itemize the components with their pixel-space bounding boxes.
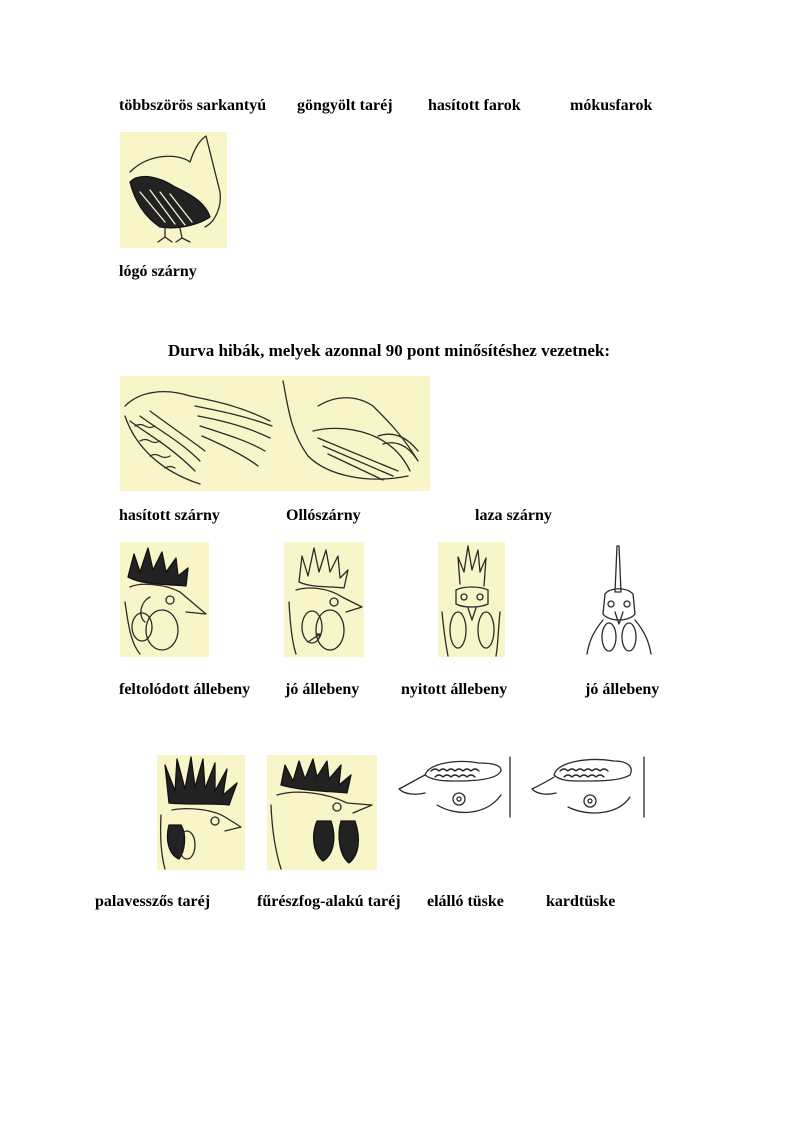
label-split-tail: hasított farok bbox=[428, 97, 521, 114]
label-protruding-spike: elálló tüske bbox=[427, 893, 504, 910]
label-sawtooth-comb: fűrészfog-alakú taréj bbox=[257, 893, 401, 910]
pushed-wattle-rooster-icon bbox=[120, 542, 209, 657]
label-drooping-wing: lógó szárny bbox=[119, 263, 197, 280]
split-wing-chicken-icon bbox=[120, 376, 278, 491]
label-loose-wing: laza szárny bbox=[475, 507, 552, 524]
label-open-wattle: nyitott állebeny bbox=[401, 681, 508, 698]
good-wattle-rooster-front-icon bbox=[585, 542, 653, 657]
drooping-wing-chicken-icon bbox=[120, 132, 227, 248]
sword-spike-comb-icon bbox=[530, 755, 646, 820]
label-good-wattle-2: jó állebeny bbox=[585, 681, 660, 698]
slate-comb-illustration bbox=[157, 755, 245, 870]
protruding-spike-comb-icon bbox=[397, 755, 513, 820]
open-wattle-rooster-icon bbox=[438, 542, 505, 657]
drooping-wing-illustration bbox=[120, 132, 227, 248]
pushed-wattle-illustration bbox=[120, 542, 209, 657]
label-slate-comb: palavesszős taréj bbox=[95, 893, 211, 910]
label-squirrel-tail: mókusfarok bbox=[570, 97, 653, 114]
label-pushed-wattle: feltolódott állebeny bbox=[119, 681, 251, 698]
sword-spike-illustration bbox=[530, 755, 646, 820]
label-sword-spike: kardtüske bbox=[546, 893, 616, 910]
label-scissor-wing: Ollószárny bbox=[286, 507, 361, 524]
open-wattle-illustration bbox=[438, 542, 505, 657]
good-wattle-front-illustration bbox=[585, 542, 653, 657]
label-rolled-comb: göngyölt taréj bbox=[297, 97, 393, 114]
slate-comb-rooster-icon bbox=[157, 755, 245, 870]
protruding-spike-illustration bbox=[397, 755, 513, 820]
sawtooth-comb-illustration bbox=[267, 755, 377, 870]
scissor-wing-chicken-icon bbox=[278, 376, 430, 491]
label-split-wing: hasított szárny bbox=[119, 507, 220, 524]
scissor-wing-illustration bbox=[278, 376, 430, 491]
section-heading: Durva hibák, melyek azonnal 90 pont minősítéshez vezetnek: bbox=[168, 341, 610, 360]
label-good-wattle-1: jó állebeny bbox=[285, 681, 360, 698]
good-wattle-illustration bbox=[284, 542, 364, 657]
good-wattle-rooster-icon bbox=[284, 542, 364, 657]
label-multiple-spur: többszörös sarkantyú bbox=[119, 97, 267, 114]
sawtooth-comb-rooster-icon bbox=[267, 755, 377, 870]
split-wing-illustration bbox=[120, 376, 278, 491]
